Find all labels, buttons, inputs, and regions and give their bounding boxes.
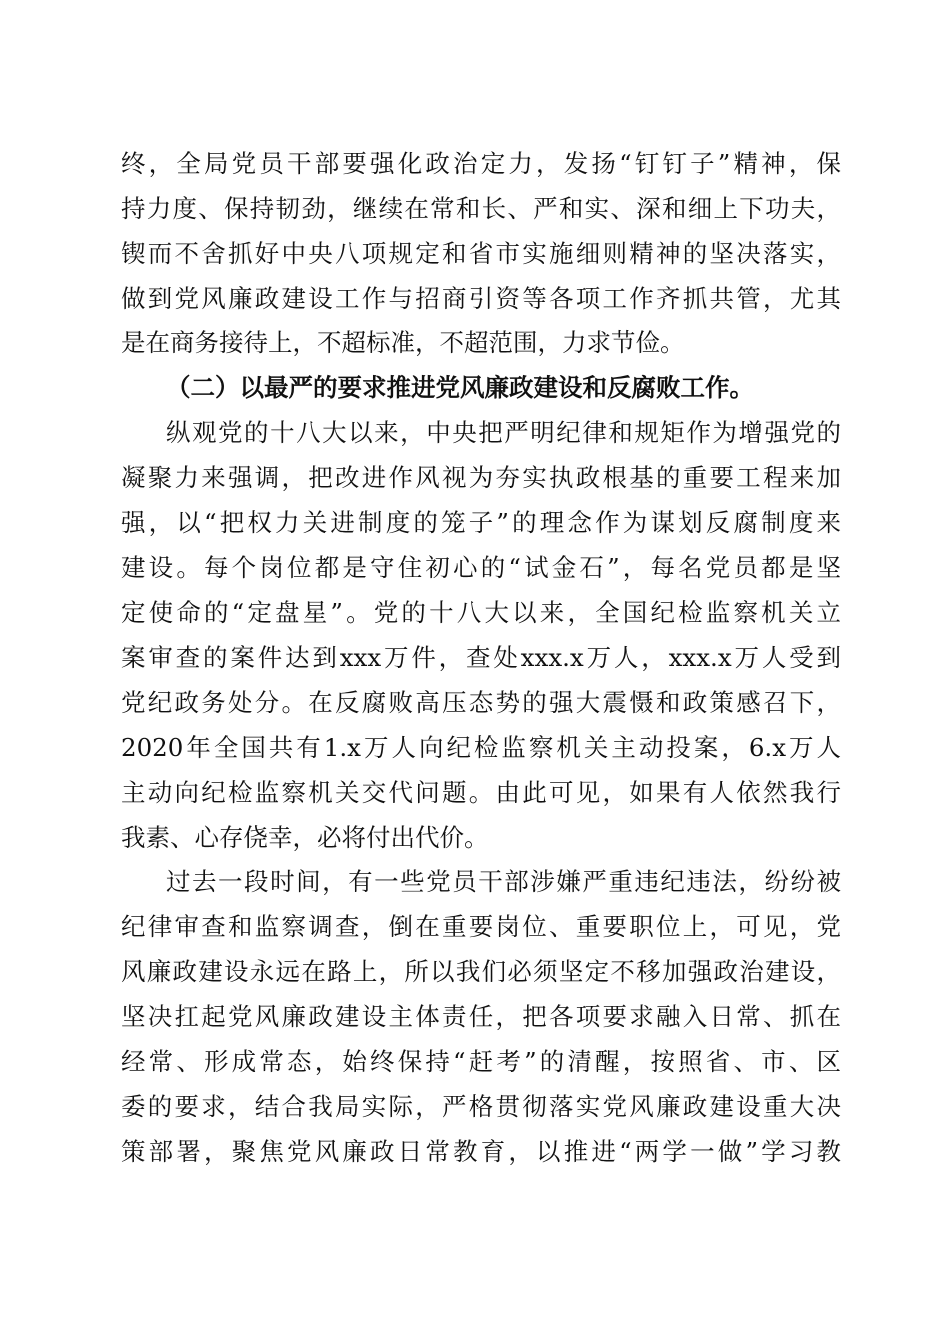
text-line: 建设。每个岗位都是守住初心的“试金石”，每名党员都是坚: [121, 553, 841, 582]
section-heading: （二）以最严的要求推进党风廉政建设和反腐败工作。: [166, 373, 754, 402]
text-line: 持力度、保持韧劲，继续在常和长、严和实、深和细上下功夫，: [121, 194, 841, 223]
text-line: 做到党风廉政建设工作与招商引资等各项工作齐抓共管，尤其: [121, 284, 841, 313]
text-line: 我素、心存侥幸，必将付出代价。: [121, 823, 489, 852]
text-line: 终，全局党员干部要强化政治定力，发扬“钉钉子”精神，保: [121, 149, 841, 178]
text-line: 案审查的案件达到xxx万件，查处xxx.x万人，xxx.x万人受到: [121, 643, 841, 672]
text-line: 凝聚力来强调，把改进作风视为夯实执政根基的重要工程来加: [121, 463, 841, 492]
text-line: 坚决扛起党风廉政建设主体责任，把各项要求融入日常、抓在: [121, 1002, 841, 1031]
text-line: 纪律审查和监察调查，倒在重要岗位、重要职位上，可见，党: [121, 912, 841, 941]
text-line: 是在商务接待上，不超标准，不超范围，力求节俭。: [121, 328, 685, 357]
text-line: 强，以“把权力关进制度的笼子”的理念作为谋划反腐制度来: [121, 508, 841, 537]
text-line: 定使命的“定盘星”。党的十八大以来，全国纪检监察机关立: [121, 598, 841, 627]
text-line: 策部署，聚焦党风廉政日常教育，以推进“两学一做”学习教: [121, 1137, 841, 1166]
text-line: 主动向纪检监察机关交代问题。由此可见，如果有人依然我行: [121, 778, 841, 807]
text-line: 经常、形成常态，始终保持“赶考”的清醒，按照省、市、区: [121, 1047, 841, 1076]
text-line: 锲而不舍抓好中央八项规定和省市实施细则精神的坚决落实，: [121, 239, 841, 268]
text-line: 2020年全国共有1.x万人向纪检监察机关主动投案，6.x万人: [121, 733, 841, 762]
text-line: 纵观党的十八大以来，中央把严明纪律和规矩作为增强党的: [166, 418, 841, 447]
text-line: 党纪政务处分。在反腐败高压态势的强大震慑和政策感召下，: [121, 688, 841, 717]
text-line: 委的要求，结合我局实际，严格贯彻落实党风廉政建设重大决: [121, 1092, 841, 1121]
text-line: 过去一段时间，有一些党员干部涉嫌严重违纪违法，纷纷被: [166, 867, 841, 896]
text-line: 风廉政建设永远在路上，所以我们必须坚定不移加强政治建设，: [121, 957, 841, 986]
